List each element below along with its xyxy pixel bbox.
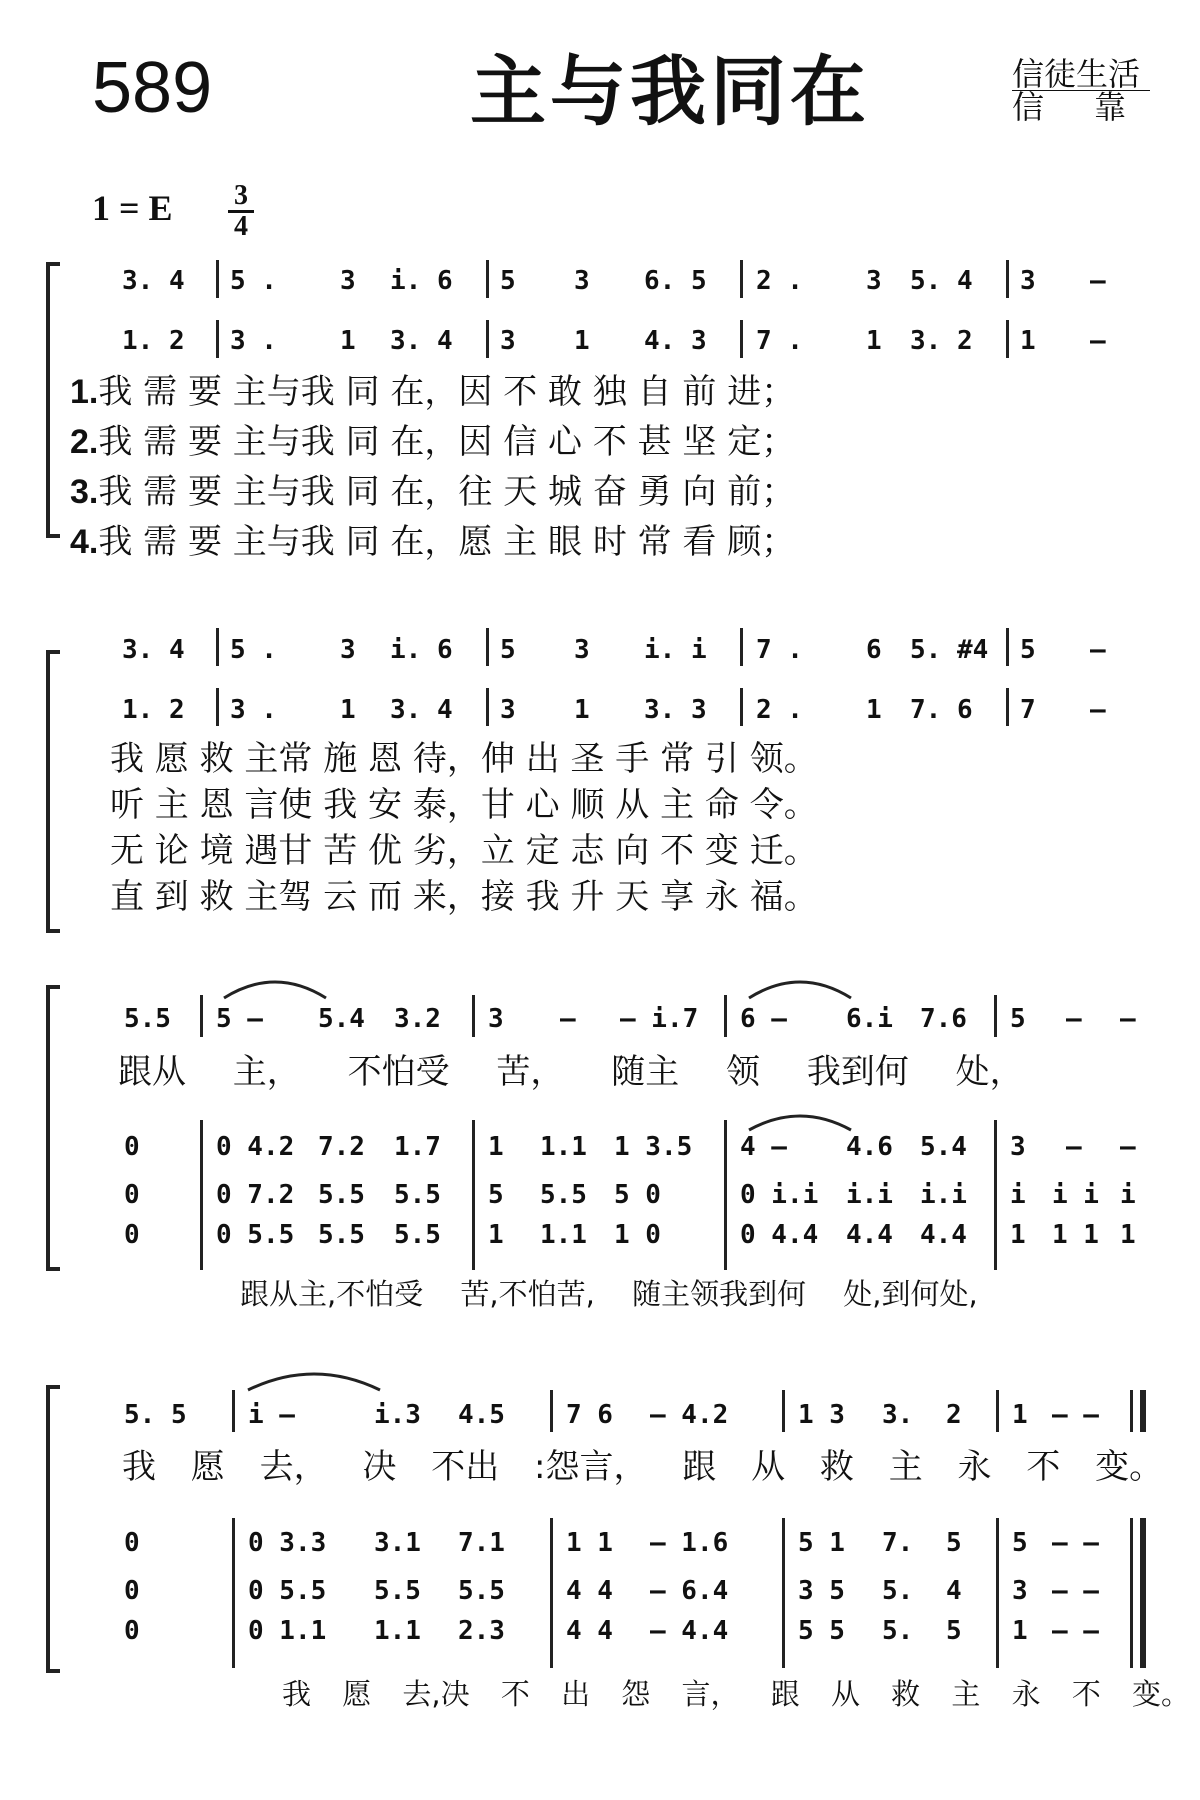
hymn-number: 589 — [92, 48, 213, 128]
note-group: 6 – — [740, 1004, 787, 1034]
barline — [472, 995, 475, 1037]
note-group: 2.3 — [458, 1616, 505, 1646]
note-group: 6.i — [846, 1004, 893, 1034]
note-group: 5.4 — [920, 1132, 967, 1162]
note-group: 3 — [1012, 1576, 1028, 1606]
refrain-line: 直 到 救 主驾 云 而 来，接 我 升 天 享 永 福。 — [110, 877, 818, 917]
note-group: 6. 5 — [644, 266, 707, 296]
note-group: 4 4 — [566, 1576, 613, 1606]
note-group: 1 — [1012, 1400, 1028, 1430]
note-group: 1.1 — [374, 1616, 421, 1646]
barline — [782, 1390, 785, 1432]
note-group: 3 — [1020, 266, 1036, 296]
note-group: 3. 4 — [122, 635, 185, 665]
note-group: 3 — [866, 266, 882, 296]
note-group: 0 5.5 — [216, 1220, 295, 1250]
note-group: 0 4.4 — [740, 1220, 819, 1250]
note-group: 0 i.i — [740, 1180, 819, 1210]
note-group: 5.4 — [318, 1004, 365, 1034]
final-barline — [1140, 1518, 1146, 1668]
slur — [745, 1108, 855, 1134]
barline — [724, 1120, 727, 1270]
ending-harmony-lyric: 我 愿 去,决 不 出 怨 言， 跟 从 救 主 永 不 变。 — [282, 1677, 1191, 1711]
note-group: 0 — [124, 1528, 140, 1558]
barline — [1130, 1390, 1133, 1432]
note-group: 1 1 — [566, 1528, 613, 1558]
note-group: 3 — [574, 266, 590, 296]
note-group: 2 . — [756, 695, 803, 725]
note-group: 1 — [574, 695, 590, 725]
time-signature — [228, 182, 254, 241]
note-group: 0 1.1 — [248, 1616, 327, 1646]
note-group: 5.5 — [124, 1004, 171, 1034]
time-signature-top: 3 — [228, 182, 254, 213]
note-group: 1 — [1020, 326, 1036, 356]
chorus-melody-lyric: 跟从 主， 不怕受 苦， 随主 领 我到何 处， — [118, 1052, 1024, 1092]
note-group: 7. 6 — [910, 695, 973, 725]
note-group: 4 4 — [566, 1616, 613, 1646]
note-group: 3 — [500, 695, 516, 725]
barline — [1006, 688, 1009, 726]
note-group: 5.5 — [458, 1576, 505, 1606]
barline — [200, 995, 203, 1037]
note-group: – 6.4 — [650, 1576, 729, 1606]
note-group: 1 1 — [1052, 1220, 1099, 1250]
note-group: 2 . — [756, 266, 803, 296]
note-group: 3 5 — [798, 1576, 845, 1606]
note-group: 0 4.2 — [216, 1132, 295, 1162]
verse-text: 我 需 要 主与我 同 在，往 天 城 奋 勇 向 前； — [98, 472, 796, 512]
note-group: 5 0 — [614, 1180, 661, 1210]
note-group: 5 — [1010, 1004, 1026, 1034]
chorus-harmony-lyric: 跟从主,不怕受 苦,不怕苦, 随主领我到何 处,到何处, — [240, 1277, 978, 1311]
verse-number: 4. — [70, 523, 99, 561]
note-group: i — [1120, 1180, 1136, 1210]
verse-number: 1. — [70, 373, 99, 411]
note-group: 3 — [340, 266, 356, 296]
note-group: 1. 2 — [122, 326, 185, 356]
note-group: 5. — [882, 1616, 914, 1646]
note-group: i.i — [846, 1180, 893, 1210]
system-bracket — [46, 262, 60, 538]
note-group: 1 — [340, 695, 356, 725]
note-group: 3 — [340, 635, 356, 665]
note-group: – — [1090, 695, 1106, 725]
note-group: 5 — [488, 1180, 504, 1210]
note-group: – 1.6 — [650, 1528, 729, 1558]
barline — [486, 628, 489, 666]
note-group: i. 6 — [390, 635, 453, 665]
barline — [216, 688, 219, 726]
note-group: 1 — [866, 695, 882, 725]
note-group: 0 — [124, 1132, 140, 1162]
note-group: – 4.4 — [650, 1616, 729, 1646]
time-signature-bottom: 4 — [234, 211, 248, 242]
barline — [486, 260, 489, 298]
key-signature: 1 = E — [92, 188, 173, 228]
note-group: 7.2 — [318, 1132, 365, 1162]
final-barline — [1140, 1390, 1146, 1432]
note-group: – – — [1052, 1616, 1099, 1646]
barline — [486, 320, 489, 358]
note-group: i.i — [920, 1180, 967, 1210]
note-group: – – — [1052, 1528, 1099, 1558]
note-group: 5.5 — [394, 1180, 441, 1210]
note-group: 0 3.3 — [248, 1528, 327, 1558]
note-group: 7.1 — [458, 1528, 505, 1558]
note-group: 5 — [946, 1528, 962, 1558]
note-group: 3.2 — [394, 1004, 441, 1034]
refrain-line: 听 主 恩 言使 我 安 泰，甘 心 顺 从 主 命 令。 — [110, 785, 818, 825]
note-group: – i.7 — [620, 1004, 699, 1034]
note-group: 5 — [946, 1616, 962, 1646]
system-bracket — [46, 650, 60, 933]
barline — [1130, 1518, 1133, 1668]
barline — [740, 688, 743, 726]
note-group: 7 — [1020, 695, 1036, 725]
note-group: i – — [248, 1400, 295, 1430]
note-group: 1 — [1012, 1616, 1028, 1646]
barline — [232, 1390, 235, 1432]
verse-text: 我 需 要 主与我 同 在，因 信 心 不 甚 坚 定； — [98, 422, 796, 462]
note-group: 1. 2 — [122, 695, 185, 725]
note-group: 5. 5 — [124, 1400, 187, 1430]
barline — [216, 260, 219, 298]
note-group: – 4.2 — [650, 1400, 729, 1430]
barline — [232, 1518, 235, 1668]
verse-line — [70, 372, 796, 412]
note-group: 5. #4 — [910, 635, 989, 665]
ending-melody-lyric: 我 愿 去， 决 不出 :怨言， 跟 从 救 主 永 不 变。 — [122, 1447, 1164, 1487]
note-group: i. i — [644, 635, 707, 665]
note-group: 1.1 — [540, 1132, 587, 1162]
note-group: 6 — [866, 635, 882, 665]
note-group: 1 — [1120, 1220, 1136, 1250]
barline — [486, 688, 489, 726]
note-group: 5.5 — [374, 1576, 421, 1606]
note-group: 5. 4 — [910, 266, 973, 296]
category-label — [1012, 55, 1177, 126]
barline — [1006, 628, 1009, 666]
slur — [220, 972, 330, 1002]
note-group: 1.7 — [394, 1132, 441, 1162]
barline — [994, 1120, 997, 1270]
hymn-title: 主与我同在 — [470, 47, 870, 136]
note-group: – — [1090, 635, 1106, 665]
note-group: 0 7.2 — [216, 1180, 295, 1210]
note-group: 1 0 — [614, 1220, 661, 1250]
note-group: i — [1010, 1180, 1026, 1210]
barline — [740, 260, 743, 298]
note-group: 5 5 — [798, 1616, 845, 1646]
note-group: 5.5 — [394, 1220, 441, 1250]
barline — [216, 320, 219, 358]
note-group: – — [1090, 326, 1106, 356]
verse-line — [70, 522, 796, 562]
verse-number: 2. — [70, 423, 99, 461]
note-group: 4.5 — [458, 1400, 505, 1430]
verse-text: 我 需 要 主与我 同 在，因 不 敢 独 自 前 进； — [98, 372, 796, 412]
note-group: 5 . — [230, 266, 277, 296]
note-group: 7 . — [756, 635, 803, 665]
note-group: 5 — [500, 266, 516, 296]
note-group: 7 . — [756, 326, 803, 356]
note-group: 3. 2 — [910, 326, 973, 356]
note-group: 1 — [488, 1132, 504, 1162]
note-group: 1 3 — [798, 1400, 845, 1430]
barline — [996, 1390, 999, 1432]
slur — [244, 1364, 384, 1394]
note-group: 1 — [488, 1220, 504, 1250]
note-group: 1 — [1010, 1220, 1026, 1250]
note-group: 1 — [866, 326, 882, 356]
note-group: – — [1120, 1132, 1136, 1162]
barline — [200, 1120, 203, 1270]
barline — [740, 320, 743, 358]
refrain-line: 我 愿 救 主常 施 恩 待，伸 出 圣 手 常 引 领。 — [110, 739, 818, 779]
note-group: 4 — [946, 1576, 962, 1606]
barline — [472, 1120, 475, 1270]
slur — [745, 972, 855, 1002]
note-group: 5 — [1012, 1528, 1028, 1558]
verse-line — [70, 422, 796, 462]
note-group: i.3 — [374, 1400, 421, 1430]
barline — [740, 628, 743, 666]
note-group: 1 3.5 — [614, 1132, 693, 1162]
note-group: 3. — [882, 1400, 914, 1430]
note-group: 5.5 — [540, 1180, 587, 1210]
note-group: 1.1 — [540, 1220, 587, 1250]
note-group: 7.6 — [920, 1004, 967, 1034]
note-group: 3 — [488, 1004, 504, 1034]
note-group: 4.6 — [846, 1132, 893, 1162]
barline — [550, 1518, 553, 1668]
note-group: 3 — [574, 635, 590, 665]
note-group: 0 — [124, 1576, 140, 1606]
note-group: – — [1090, 266, 1106, 296]
note-group: 7. — [882, 1528, 914, 1558]
note-group: 3. 3 — [644, 695, 707, 725]
note-group: 7 6 — [566, 1400, 613, 1430]
note-group: 5.5 — [318, 1220, 365, 1250]
note-group: i. 6 — [390, 266, 453, 296]
note-group: 0 — [124, 1220, 140, 1250]
note-group: 5 — [1020, 635, 1036, 665]
note-group: 4 – — [740, 1132, 787, 1162]
barline — [994, 995, 997, 1037]
note-group: 0 — [124, 1180, 140, 1210]
note-group: – — [560, 1004, 576, 1034]
barline — [1006, 260, 1009, 298]
note-group: – — [1066, 1132, 1082, 1162]
note-group: 3. 4 — [390, 326, 453, 356]
note-group: 0 — [124, 1616, 140, 1646]
note-group: 3 . — [230, 326, 277, 356]
note-group: – — [1120, 1004, 1136, 1034]
note-group: 3.1 — [374, 1528, 421, 1558]
note-group: 5 — [500, 635, 516, 665]
verse-line — [70, 472, 796, 512]
refrain-line: 无 论 境 遇甘 苦 优 劣，立 定 志 向 不 变 迁。 — [110, 831, 818, 871]
note-group: – – — [1052, 1576, 1099, 1606]
verse-number: 3. — [70, 473, 99, 511]
verse-text: 我 需 要 主与我 同 在，愿 主 眼 时 常 看 顾； — [98, 522, 796, 562]
category-secondary: 信靠 — [1012, 88, 1177, 126]
note-group: 2 — [946, 1400, 962, 1430]
system-bracket — [46, 985, 60, 1271]
system-bracket — [46, 1385, 60, 1673]
note-group: 5 – — [216, 1004, 263, 1034]
note-group: i i — [1052, 1180, 1099, 1210]
note-group: 1 — [340, 326, 356, 356]
barline — [216, 628, 219, 666]
note-group: – – — [1052, 1400, 1099, 1430]
note-group: 3 . — [230, 695, 277, 725]
barline — [550, 1390, 553, 1432]
note-group: 4.4 — [920, 1220, 967, 1250]
note-group: – — [1066, 1004, 1082, 1034]
note-group: 3 — [1010, 1132, 1026, 1162]
note-group: 5 . — [230, 635, 277, 665]
barline — [996, 1518, 999, 1668]
note-group: 4.4 — [846, 1220, 893, 1250]
note-group: 5 1 — [798, 1528, 845, 1558]
note-group: 5. — [882, 1576, 914, 1606]
category-primary: 信徒生活 — [1012, 58, 1150, 91]
note-group: 5.5 — [318, 1180, 365, 1210]
note-group: 4. 3 — [644, 326, 707, 356]
note-group: 0 5.5 — [248, 1576, 327, 1606]
barline — [1006, 320, 1009, 358]
barline — [782, 1518, 785, 1668]
barline — [724, 995, 727, 1037]
note-group: 3. 4 — [122, 266, 185, 296]
note-group: 1 — [574, 326, 590, 356]
note-group: 3 — [500, 326, 516, 356]
note-group: 3. 4 — [390, 695, 453, 725]
